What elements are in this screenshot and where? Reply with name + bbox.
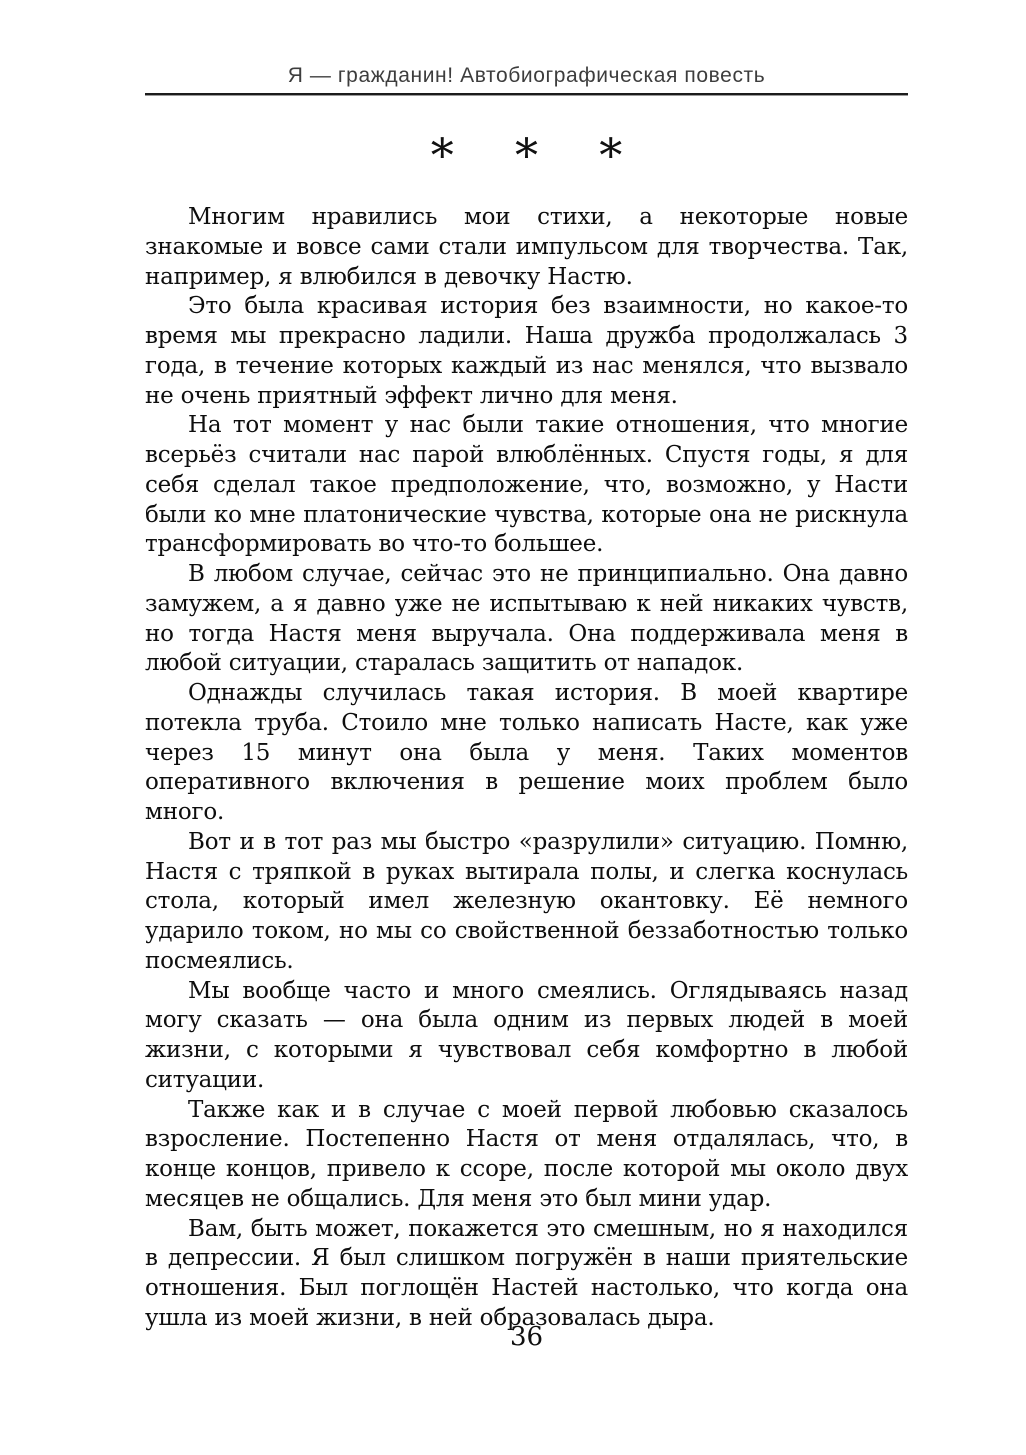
paragraph: Это была красивая история без взаимности, но какое-то время мы прекрасно ладили. Наша дружба продолжалась 3 года, в течение которых каждый из нас менялся, что вызвало не очень приятный эффект лично для меня. [145, 293, 908, 409]
header-rule [145, 93, 908, 96]
paragraph: Также как и в случае с моей первой любовью сказалось взросление. Постепенно Настя от меня отдалялась, что, в конце концов, привело к ссоре, после которой мы около двух месяцев не общались. Для меня это был мини удар. [145, 1096, 908, 1212]
body-text [145, 203, 908, 1334]
paragraph: Вам, быть может, покажется это смешным, но я находился в депрессии. Я был слишком погружён в наши приятельские отношения. Был поглощён Настей настолько, что когда она ушла из моей жизни, в ней образовалась дыра. [145, 1215, 908, 1331]
paragraph: Вот и в тот раз мы быстро «разрулили» ситуацию. Помню, Настя с тряпкой в руках вытирала полы, и слегка коснулась стола, который имел железную окантовку. Её немного ударило током, но мы со свойственной беззаботностью только посмеялись. [145, 828, 908, 974]
paragraph: В любом случае, сейчас это не принципиально. Она давно замужем, а я давно уже не испытываю к ней никаких чувств, но тогда Настя меня выручала. Она поддерживала меня в любой ситуации, старалась защитить от нападок. [145, 561, 908, 677]
paragraph: Многим нравились мои стихи, а некоторые новые знакомые и вовсе сами стали импульсом для творчества. Так, например, я влюбился в девочку Настю. [145, 204, 908, 290]
paragraph: На тот момент у нас были такие отношения, что многие всерьёз считали нас парой влюблённых. Спустя годы, я для себя сделал такое предположение, что, возможно, у Насти были ко мне платонические чувства, которые она не рискнула трансформировать во что-то большее. [145, 412, 908, 558]
running-header: Я — гражданин! Автобиографическая повесть [287, 64, 766, 87]
paragraph: Мы вообще часто и много смеялись. Оглядываясь назад могу сказать — она была одним из первых людей в моей жизни, с которыми я чувствовал себя комфортно в любой ситуации. [145, 977, 908, 1093]
section-separator: * * * [430, 128, 623, 182]
page-number: 36 [509, 1322, 544, 1352]
paragraph: Однажды случилась такая история. В моей квартире потекла труба. Стоило мне только написать Насте, как уже через 15 минут она была у меня. Таких моментов оперативного включения в решение моих проблем было много. [145, 680, 908, 825]
